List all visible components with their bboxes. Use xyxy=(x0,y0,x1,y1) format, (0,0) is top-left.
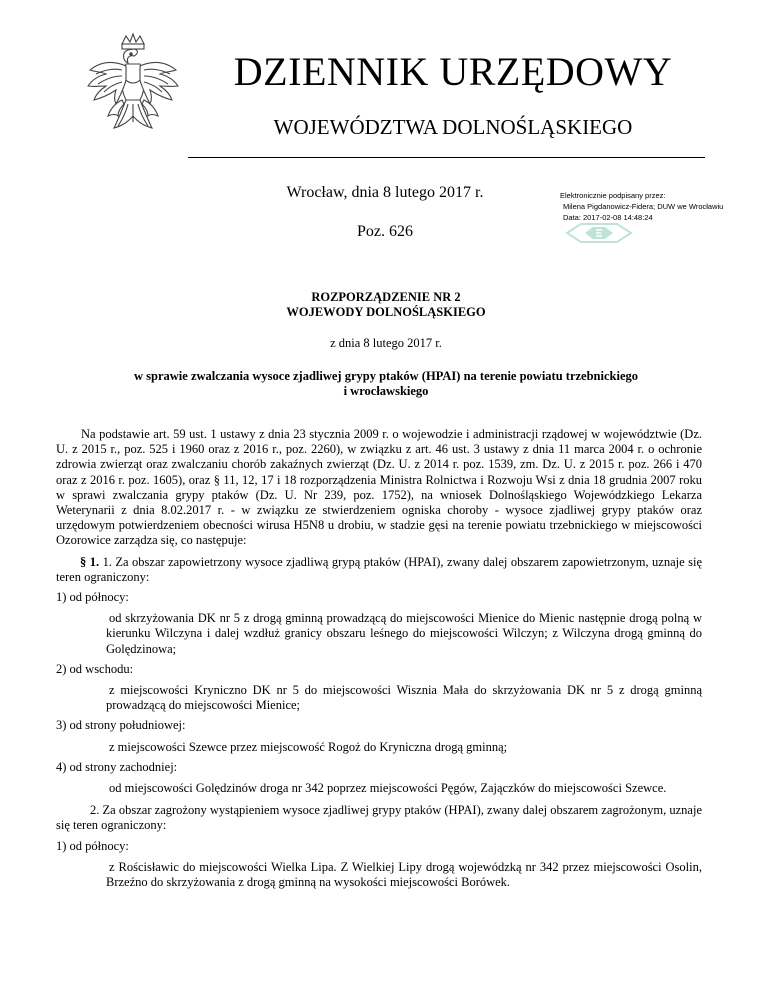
issue-date: Wrocław, dnia 8 lutego 2017 r. xyxy=(286,184,484,201)
section-1 xyxy=(56,555,702,585)
electronic-signature-block xyxy=(560,190,760,223)
regulation-subject xyxy=(70,369,702,399)
intro-paragraph: Na podstawie art. 59 ust. 1 ustawy z dnia 23 stycznia 2009 r. o wojewodzie i administracji rządowej w województwie (Dz. U. z 2015 r., poz. 525 i 1960 oraz z 2016 r., poz. 2260), w związku z art. 46 ust. 3 ustawy z dnia 11 marca 2004 r. o ochronie zdrowia zwierząt oraz zwalczaniu chorób zakaźnych zwierząt (Dz. U. z 2014 r. poz. 1539, zm. Dz. U. z 2015 r. poz. 266 i 470 oraz z 2016 r. poz. 1605), oraz § 11, 12, 17 i 18 rozporządzenia Ministra Rolnictwa i Rozwoju Wsi z dnia 18 grudnia 2007 roku w sprawi zwalczania grypy ptaków (Dz. U. Nr 239, poz. 1752), na wniosek Dolnośląskiego Wojewódzkiego Lekarza Weterynarii z dnia 8.02.2017 r. - w związku ze stwierdzeniem ogniska choroby - wysoce zjadliwej grypy ptaków oraz urzędowym potwierdzeniem obecności wirusa H5N8 u drobiu, w stadzie gęsi na terenie powiatu trzebnickiego w miejscowości Ozorowice zarządza się, co następuje: xyxy=(56,427,702,548)
section-1-text: 1. Za obszar zapowietrzony wysoce zjadliwą grypą ptaków (HPAI), zwany dalej obszarem zapowietrzonym, uznaje się teren ograniczony: xyxy=(56,554,703,584)
zone1-item-1-text: od skrzyżowania DK nr 5 z drogą gminną prowadzącą do miejscowości Mienice do Mienic następnie drogą polną w kierunku Wilczyna i dalej wzdłuż granicy obszaru leśnego do miejscowości Wilczyn; z Wilczyna drogą gminną do Golędzinowa; xyxy=(106,611,702,656)
zone2-item-1-text: z Rościsławic do miejscowości Wielka Lipa. Z Wielkiej Lipy drogą wojewódzką nr 342 przez miejscowości Osolin, Brzeźno do skrzyżowania z drogą gminną na wysokości miejscowości Borówek. xyxy=(106,859,702,890)
signature-date: Data: 2017-02-08 14:48:24 xyxy=(563,213,653,222)
paragraph-2: 2. Za obszar zagrożony wystąpieniem wysoce zjadliwej grypy ptaków (HPAI), zwany dalej obszarem zagrożonym, uznaje się teren ograniczony: xyxy=(56,803,702,833)
journal-title: DZIENNIK URZĘDOWY xyxy=(233,49,673,94)
signature-line-1: Elektronicznie podpisany przez: xyxy=(560,191,666,200)
zone1-item-4-text: od miejscowości Golędzinów droga nr 342 poprzez miejscowości Pęgów, Zajączków do miejscowości Szewce. xyxy=(109,781,667,796)
position-number: Poz. 626 xyxy=(357,223,413,240)
polish-eagle-emblem-icon xyxy=(82,30,184,148)
zone1-item-3-text: z miejscowości Szewce przez miejscowość Rogoż do Kryniczna drogą gminną; xyxy=(109,739,508,754)
regulation-title xyxy=(120,290,652,320)
regulation-subject-line-2: i wrocławskiego xyxy=(343,384,429,398)
zone1-item-2-label: 2) od wschodu: xyxy=(56,661,134,676)
zone2-item-1-label: 1) od północy: xyxy=(56,838,129,853)
zone1-item-1-label: 1) od północy: xyxy=(56,590,129,605)
zone1-item-4-label: 4) od strony zachodniej: xyxy=(56,759,178,774)
regulation-title-line-1: ROZPORZĄDZENIE NR 2 xyxy=(311,290,461,304)
journal-subtitle: WOJEWÓDZTWA DOLNOŚLĄSKIEGO xyxy=(273,115,633,139)
zone1-item-2-text: z miejscowości Kryniczno DK nr 5 do miejscowości Wisznia Mała do skrzyżowania DK nr 5 z drogą gminną prowadzącą do miejscowości Mienice; xyxy=(106,683,702,713)
signature-signer: Milena Pigdanowicz-Fidera; DUW we Wrocławiu xyxy=(563,202,724,211)
regulation-title-line-2: WOJEWODY DOLNOŚLĄSKIEGO xyxy=(286,305,486,319)
header-divider xyxy=(188,157,705,158)
e-signature-mark-icon xyxy=(563,222,635,244)
regulation-date: z dnia 8 lutego 2017 r. xyxy=(330,336,442,350)
section-1-label: § 1. xyxy=(80,554,100,569)
regulation-subject-line-1: w sprawie zwalczania wysoce zjadliwej grypy ptaków (HPAI) na terenie powiatu trzebnickiego xyxy=(134,369,638,383)
document-body xyxy=(56,427,702,890)
zone1-item-3-label: 3) od strony południowej: xyxy=(56,718,186,733)
